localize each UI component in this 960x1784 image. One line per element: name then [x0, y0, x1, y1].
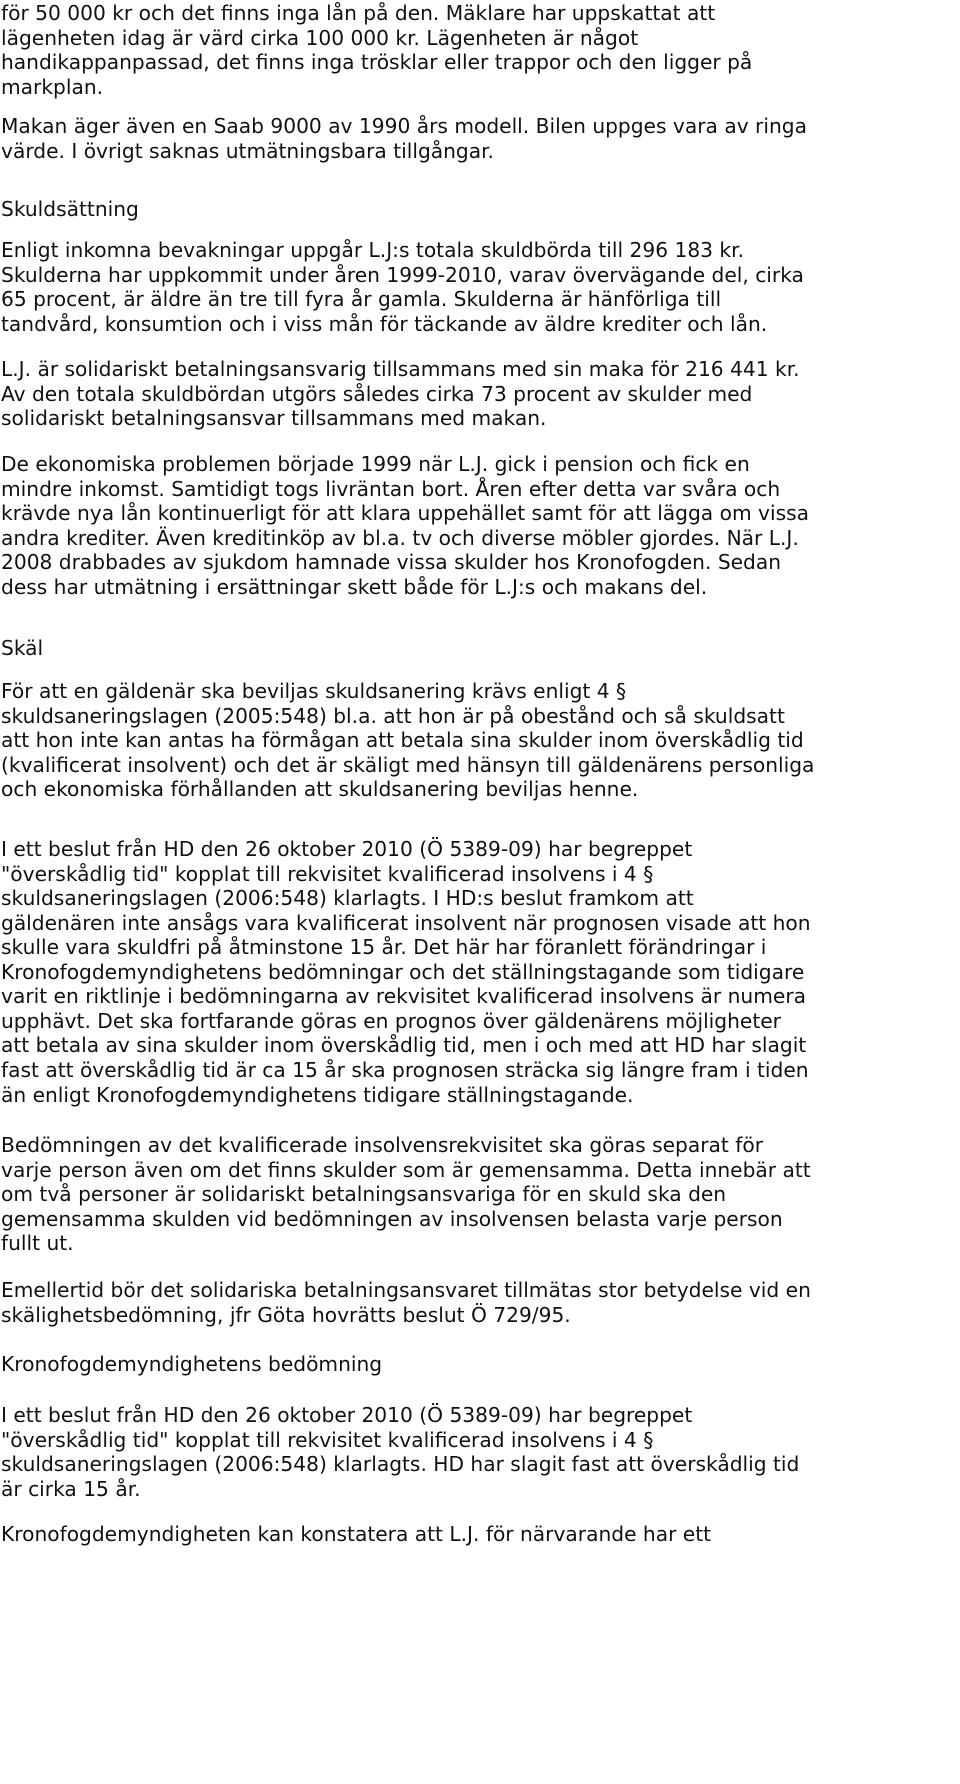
text-line: I ett beslut från HD den 26 oktober 2010 (Ö 5389-09) har begreppet: [1, 1403, 693, 1427]
text-line: skälighetsbedömning, jfr Göta hovrätts beslut Ö 729/95.: [1, 1302, 571, 1327]
text-line: tandvård, konsumtion och i viss mån för täckande av äldre krediter och lån.: [1, 311, 768, 336]
text-line: (kvalificerat insolvent) och det är skäligt med hänsyn till gäldenärens personliga: [1, 752, 815, 777]
text-line: skuldsaneringslagen (2005:548) bl.a. att hon är på obestånd och så skuldsatt: [1, 703, 785, 728]
text-line: för 50 000 kr och det finns inga lån på den. Mäklare har uppskattat att: [1, 1, 716, 25]
text-line: skuldsaneringslagen (2006:548) klarlagts. I HD:s beslut framkom att: [1, 886, 694, 911]
text-line: För att en gäldenär ska beviljas skuldsanering krävs enligt 4 §: [1, 679, 627, 703]
text-line: 65 procent, är äldre än tre till fyra år gamla. Skulderna är hänförliga till: [1, 287, 722, 312]
text-line: handikappanpassad, det finns inga trösklar eller trappor och den ligger på: [1, 50, 753, 75]
text-line: värde. I övrigt saknas utmätningsbara tillgångar.: [1, 138, 494, 163]
text-line: skulle vara skuldfri på åtminstone 15 år. Det här har föranlett förändringar i: [1, 935, 767, 960]
text-line: Makan äger även en Saab 9000 av 1990 års modell. Bilen uppges vara av ringa: [1, 114, 807, 138]
text-line: mindre inkomst. Samtidigt togs livräntan bort. Åren efter detta var svåra och: [1, 476, 781, 501]
text-line: gäldenären inte ansågs vara kvalificerat insolvent när prognosen visade att hon: [1, 910, 811, 935]
text-line: Skäl: [1, 636, 44, 660]
text-line: att betala av sina skulder inom överskådlig tid, men i och med att HD har slagit: [1, 1033, 807, 1058]
text-line: gemensamma skulden vid bedömningen av insolvensen belasta varje person: [1, 1206, 783, 1231]
text-line: Bedömningen av det kvalificerade insolvensrekvisitet ska göras separat för: [1, 1133, 763, 1157]
text-line: om två personer är solidariskt betalningsansvariga för en skuld ska den: [1, 1182, 727, 1207]
text-line: Emellertid bör det solidariska betalningsansvaret tillmätas stor betydelse vid en: [1, 1278, 811, 1302]
text-line: och ekonomiska förhållanden att skuldsanering beviljas henne.: [1, 777, 639, 802]
text-line: Kronofogdemyndighetens bedömningar och det ställningstagande som tidigare: [1, 959, 805, 984]
text-line: Skuldsättning: [1, 197, 139, 221]
text-line: Av den totala skuldbördan utgörs således cirka 73 procent av skulder med: [1, 381, 753, 406]
text-line: varje person även om det finns skulder som är gemensamma. Detta innebär att: [1, 1157, 811, 1182]
text-line: solidariskt betalningsansvar tillsammans med makan.: [1, 406, 547, 431]
text-line: De ekonomiska problemen började 1999 när L.J. gick i pension och fick en: [1, 452, 750, 476]
text-line: Skulderna har uppkommit under åren 1999-2010, varav övervägande del, cirka: [1, 262, 804, 287]
text-line: Kronofogdemyndigheten kan konstatera att L.J. för närvarande har ett: [1, 1522, 712, 1546]
text-line: är cirka 15 år.: [1, 1476, 141, 1501]
text-line: I ett beslut från HD den 26 oktober 2010 (Ö 5389-09) har begreppet: [1, 837, 693, 861]
text-line: "överskådlig tid" kopplat till rekvisitet kvalificerad insolvens i 4 §: [1, 861, 654, 886]
text-line: dess har utmätning i ersättningar skett både för L.J:s och makans del.: [1, 574, 708, 599]
text-line: att hon inte kan antas ha förmågan att betala sina skulder inom överskådlig tid: [1, 728, 804, 753]
text-line: andra krediter. Även kreditinköp av bl.a. tv och diverse möbler gjordes. När L.J.: [1, 525, 799, 550]
text-line: 2008 drabbades av sjukdom hamnade vissa skulder hos Kronofogden. Sedan: [1, 550, 782, 575]
text-line: Kronofogdemyndighetens bedömning: [1, 1352, 383, 1376]
text-line: fullt ut.: [1, 1231, 74, 1256]
text-line: än enligt Kronofogdemyndighetens tidigare ställningstagande.: [1, 1082, 634, 1107]
text-line: skuldsaneringslagen (2006:548) klarlagts. HD har slagit fast att överskådlig tid: [1, 1452, 800, 1477]
text-line: L.J. är solidariskt betalningsansvarig tillsammans med sin maka för 216 441 kr.: [1, 357, 800, 381]
text-line: varit en riktlinje i bedömningarna av rekvisitet kvalificerad insolvens är numera: [1, 984, 806, 1009]
text-line: krävde nya lån kontinuerligt för att klara uppehället samt för att lägga om vissa: [1, 501, 809, 526]
text-line: fast att överskådlig tid är ca 15 år ska prognosen sträcka sig längre fram i tiden: [1, 1057, 809, 1082]
text-line: "överskådlig tid" kopplat till rekvisitet kvalificerad insolvens i 4 §: [1, 1427, 654, 1452]
text-line: lägenheten idag är värd cirka 100 000 kr. Lägenheten är något: [1, 25, 639, 50]
text-line: markplan.: [1, 74, 104, 99]
text-line: Enligt inkomna bevakningar uppgår L.J:s totala skuldbörda till 296 183 kr.: [1, 238, 744, 262]
text-line: upphävt. Det ska fortfarande göras en prognos över gäldenärens möjligheter: [1, 1008, 781, 1033]
